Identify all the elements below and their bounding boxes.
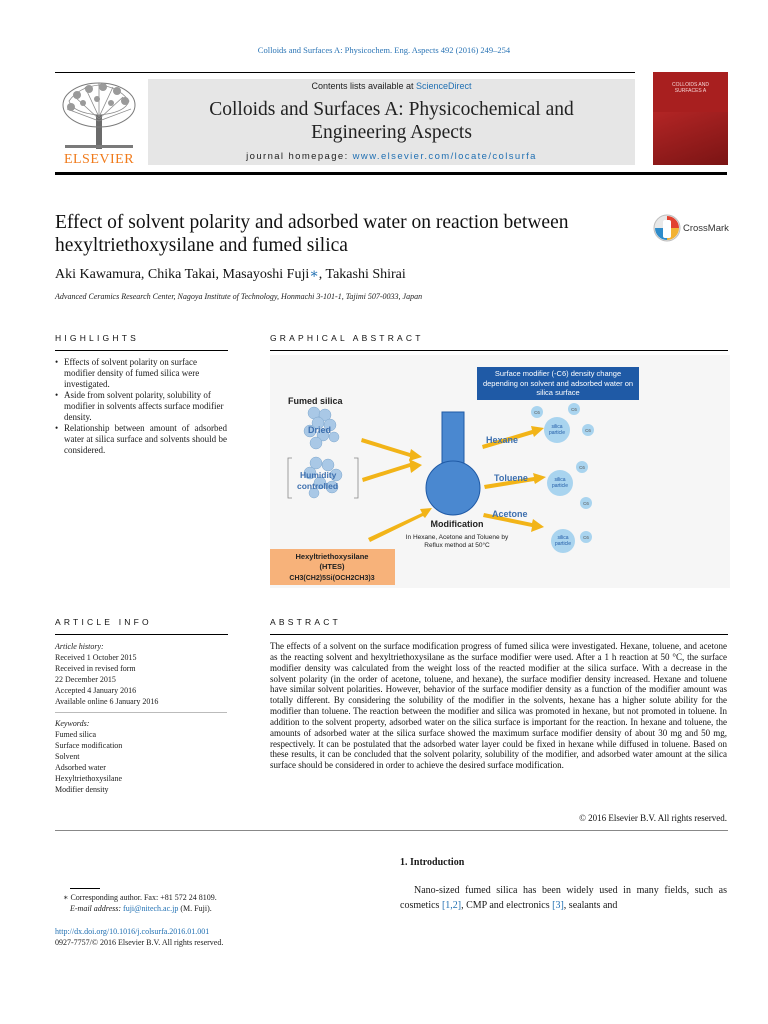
intro-text-part2: , CMP and electronics: [461, 899, 553, 911]
svg-text:particle: particle: [554, 541, 572, 547]
email-label: E-mail address:: [70, 903, 124, 913]
intro-text-part3: , sealants and: [563, 899, 618, 911]
svg-text:C6: C6: [583, 501, 589, 506]
svg-text:C6: C6: [585, 428, 591, 433]
footnote-rule: [70, 888, 100, 889]
footnote: [55, 893, 355, 914]
svg-text:particle: particle: [548, 430, 566, 436]
graphical-abstract-rule: [270, 350, 728, 351]
authors-part2: , Takashi Shirai: [318, 267, 406, 282]
ga-htes-formula: CH3(CH2)5Si(OCH2CH3)3: [289, 575, 375, 582]
keyword: Fumed silica: [55, 730, 97, 740]
email-link[interactable]: fuji@nitech.ac.jp: [123, 903, 179, 913]
affiliation: Advanced Ceramics Research Center, Nagoya Institute of Technology, Honmachi 3-101-1, Tajimi 507-0033, Japan: [55, 292, 423, 301]
history-item: Received 1 October 2015: [55, 652, 137, 662]
ga-humidity-line2: controlled: [297, 481, 339, 491]
email-line: [55, 904, 355, 915]
abstract-heading: ABSTRACT: [270, 617, 341, 627]
highlight-item: • Relationship between amount of adsorbed water at silica surface and solvents should be considered.: [55, 423, 227, 456]
intro-paragraph: [400, 884, 727, 913]
ga-humidity-line1: Humidity: [300, 470, 337, 480]
svg-text:C6: C6: [534, 410, 540, 415]
cover-title: COLLOIDS AND SURFACES A: [672, 82, 709, 94]
highlight-item: • Aside from solvent polarity, solubility of modifier in solvents affects surface modifier density.: [55, 390, 227, 423]
ga-modification-sub-1: In Hexane, Acetone and Toluene by: [405, 534, 509, 541]
journal-homepage-line: [148, 151, 635, 162]
svg-text:silica: silica: [554, 477, 566, 483]
graphical-abstract-heading: GRAPHICAL ABSTRACT: [270, 333, 424, 343]
article-info: [55, 642, 227, 796]
abstract-rule: [270, 634, 728, 635]
paper-title-line1: Effect of solvent polarity and adsorbed water on reaction between: [55, 212, 569, 233]
sciencedirect-link[interactable]: ScienceDirect: [416, 81, 472, 91]
highlights-list: [55, 357, 227, 456]
history-item: 22 December 2015: [55, 674, 116, 684]
citation-link[interactable]: [3]: [552, 899, 564, 911]
ga-hexane: Hexane: [486, 435, 519, 445]
corresponding-author-note: ∗ Corresponding author. Fax: +81 572 24 8109.: [63, 893, 217, 902]
keyword: Hexyltriethoxysilane: [55, 773, 123, 783]
paper-title: [55, 211, 645, 257]
email-suffix: (M. Fuji).: [178, 903, 212, 913]
ga-modification-sub-2: Reflux method at 50°C: [424, 542, 490, 549]
keywords-label: Keywords:: [55, 719, 90, 729]
keyword: Adsorbed water: [55, 763, 106, 773]
copyright: © 2016 Elsevier B.V. All rights reserved.: [579, 813, 727, 823]
cover-art: [653, 112, 728, 165]
abstract-text: The effects of a solvent on the surface modification progress of fumed silica were investigated. Hexane, toluene, and acetone as the reacting solvent and hexyltriethoxysilane as the surface modifier were used. After a 1 h reaction at 50 °C, the surface modifier density was calculated from the weight loss of the reacted modifier at the silica surface. With a decrease in the solvent polarity (in the order of acetone, toluene, and hexane), the surface modifier density increased. Hexane and toluene have similar solvent polarities. However, behavior of the surface modifier density as a function of the modifier amount was totally different. By considering the solubility of the modifier in the solvents, hexane has a higher solute ability for the modifier than toluene. The reaction between the modifier and silica was promoted in hexane, but not promoted in toluene. In addition to the solvent property, adsorbed water on the silica surface is important for the reaction. In hexane and toluene, the amounts of adsorbed water at the silica surface showed the maximum surface modifier density of about 30 mg and 50 mg, respectively. It can be postulated that the adsorbed water layer could be fixed in hexane while diffused in toluene. Based on these results, it can be concluded that the solvent polarity, solubility of the modifier, and adsorbed water amount at the silica surface should be considered in order to achieve the desired surface modification.: [270, 641, 727, 771]
article-info-heading: ARTICLE INFO: [55, 617, 152, 627]
highlights-heading: HIGHLIGHTS: [55, 333, 139, 343]
journal-citation[interactable]: Colloids and Surfaces A: Physicochem. Eng. Aspects 492 (2016) 249–254: [257, 45, 511, 55]
graphical-abstract-figure: [270, 355, 730, 588]
contents-available-line: [148, 81, 635, 91]
keyword: Solvent: [55, 752, 80, 762]
ga-htes-abbr: (HTES): [319, 562, 345, 571]
journal-title-line1: Colloids and Surfaces A: Physicochemical and: [209, 99, 574, 120]
history-label: Article history:: [55, 642, 104, 651]
ga-modification: Modification: [430, 519, 484, 529]
svg-text:C6: C6: [571, 407, 577, 412]
svg-text:silica: silica: [557, 535, 569, 541]
keyword: Modifier density: [55, 784, 109, 794]
highlight-item: • Effects of solvent polarity on surface modifier density of fumed silica were investigated.: [55, 357, 227, 390]
journal-title-line2: Engineering Aspects: [311, 122, 472, 143]
ga-flask-body: [426, 461, 480, 515]
corresponding-author-marker[interactable]: ∗: [309, 267, 319, 282]
tree-icon: [55, 79, 143, 151]
paper-title-line2: hexyltriethoxysilane and fumed silica: [55, 235, 348, 256]
article-info-rule: [55, 634, 228, 635]
history-item: Accepted 4 January 2016: [55, 685, 137, 695]
homepage-prefix: journal homepage:: [246, 151, 353, 162]
header-top-rule: [55, 72, 635, 73]
intro-heading: 1. Introduction: [400, 857, 465, 868]
ga-acetone: Acetone: [492, 509, 528, 519]
citation-link[interactable]: [1,2]: [441, 899, 462, 911]
intro-text-part1: Nano-sized fumed silica has been widely used in many fields, such as cosmetics: [400, 885, 727, 911]
header-bottom-rule: [55, 172, 727, 175]
svg-text:particle: particle: [551, 483, 569, 489]
crossmark-icon: [653, 213, 681, 243]
ga-dried: Dried: [308, 425, 332, 435]
keyword: Surface modification: [55, 741, 123, 751]
ga-htes-name: Hexyltriethoxysilane: [295, 552, 369, 561]
author-list: [55, 266, 406, 283]
article-info-divider: [55, 707, 227, 713]
svg-text:silica: silica: [551, 424, 563, 430]
contents-prefix: Contents lists available at: [311, 81, 417, 91]
homepage-link[interactable]: www.elsevier.com/locate/colsurfa: [352, 151, 537, 162]
history-item: Received in revised form: [55, 663, 136, 673]
crossmark-badge[interactable]: [653, 213, 733, 243]
history-item: Available online 6 January 2016: [55, 696, 159, 706]
issn-line: 0927-7757/© 2016 Elsevier B.V. All rights reserved.: [55, 937, 224, 947]
svg-text:C6: C6: [579, 465, 585, 470]
elsevier-wordmark: ELSEVIER: [63, 152, 135, 167]
crossmark-label: CrossMark: [683, 223, 729, 234]
svg-text:C6: C6: [583, 535, 589, 540]
journal-cover-image[interactable]: [653, 72, 728, 165]
highlights-rule: [55, 350, 228, 351]
ga-title: Surface modifier (-C6) density change depending on solvent and adsorbed water on silica surface: [482, 369, 634, 397]
authors-part1: Aki Kawamura, Chika Takai, Masayoshi Fuji: [55, 267, 310, 282]
ga-toluene: Toluene: [494, 473, 528, 483]
doi-link[interactable]: http://dx.doi.org/10.1016/j.colsurfa.2016.01.001: [55, 927, 210, 936]
doi-block: [55, 927, 355, 948]
journal-title: [148, 98, 635, 144]
ga-fumed-silica: Fumed silica: [288, 396, 343, 406]
abstract-bottom-rule: [55, 830, 728, 831]
